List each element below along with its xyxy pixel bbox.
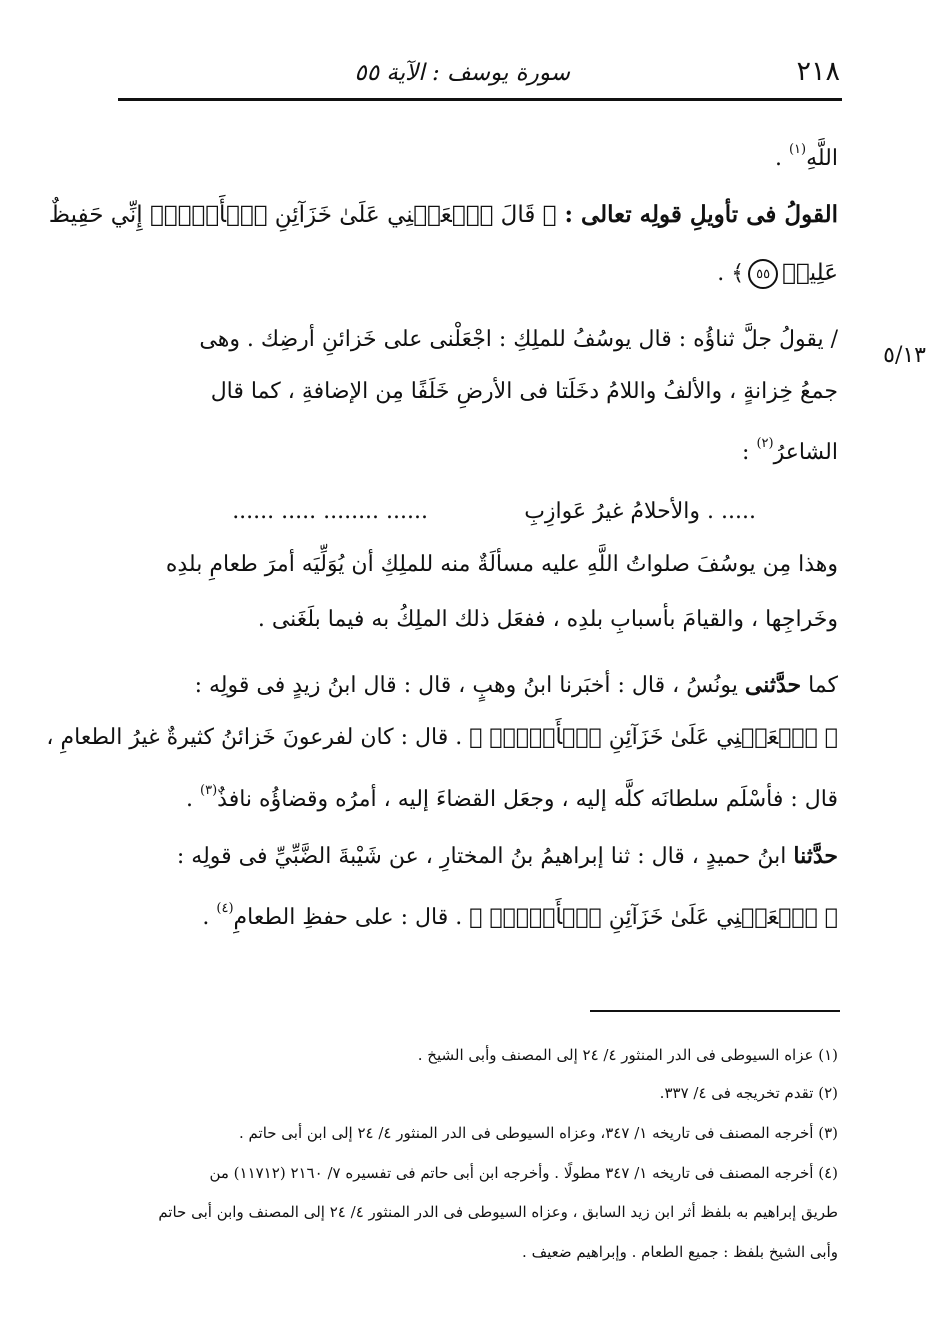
footnote: (١) عزاه السيوطى فى الدر المنثور ٤/ ٢٤ إلى المصنف وأبى الشيخ . — [417, 1046, 838, 1064]
text-line — [202, 889, 838, 938]
running-title: سورة يوسف : الآية ٥٥ — [354, 60, 570, 86]
text-fragment: . — [774, 146, 789, 171]
hadith-chain-label: حدَّثنى — [744, 672, 802, 698]
section-heading-continued — [717, 253, 838, 294]
text-fragment: قال : فأسْلَم سلطانَه كلَّه إليه ، وجعَل القضاءَ إليه ، أمرُه وقضاؤُه نافذٌ — [217, 787, 838, 812]
footnote-marker: (٢) — [756, 436, 774, 451]
text-line — [742, 424, 838, 473]
text-line — [195, 665, 838, 706]
text-fragment: اللَّهِ — [806, 146, 838, 171]
footnote-marker: (١) — [788, 142, 807, 157]
footnote-separator — [590, 1010, 840, 1012]
text-line: وهذا مِن يوسُفَ صلواتُ اللَّهِ عليه مسألَةٌ منه للملِكِ أن يُوَلِّيَه أمرَ طعامِ بلدِه — [165, 552, 838, 577]
footnote: (٢) تقدم تخريجه فى ٤/ ٣٣٧. — [659, 1084, 838, 1102]
poetry-hemistich: ..... . والأحلامُ غيرُ عَوازِبِ — [524, 499, 756, 524]
text-line — [186, 771, 838, 820]
quran-close: ﴾ . — [717, 261, 745, 286]
header-rule — [118, 98, 842, 101]
footnote-marker: (٣) — [200, 783, 218, 798]
text-line — [775, 130, 838, 179]
page-number: ٢١٨ — [796, 56, 840, 87]
text-fragment: . — [186, 787, 201, 812]
text-line: ﴿ ٱجۡعَلۡنِي عَلَىٰ خَزَآئِنِ ٱلۡأَرۡضِۖ ﴾ . قال : كان لفرعونَ خَزائنُ كثيرةٌ غيرُ الطعامِ ، — [46, 725, 838, 750]
text-line: / يقولُ جلَّ ثناؤُه : قال يوسُفُ للملِكِ : اجْعَلْنى على خَزائنِ أرضِك . وهى — [199, 327, 838, 352]
footnote-marker: (٤) — [216, 901, 234, 916]
text-line — [177, 836, 838, 877]
heading-label: القولُ فى تأويلِ قولِه تعالى : — [556, 201, 838, 228]
footnote-continued: وأبى الشيخ بلفظ : جميع الطعام . وإبراهيم ضعيف . — [522, 1243, 838, 1261]
footnote: (٣) أخرجه المصنف فى تاريخه ١/ ٣٤٧، وعزاه السيوطى فى الدر المنثور ٤/ ٢٤ إلى ابن أبى حاتم . — [239, 1124, 838, 1142]
text-fragment: الشاعرُ — [773, 440, 838, 465]
text-fragment: ﴿ ٱجۡعَلۡنِي عَلَىٰ خَزَآئِنِ ٱلۡأَرۡضِۖ ﴾ . قال : على حفظِ الطعامِ — [233, 905, 838, 930]
text-line: وخَراجِها ، والقيامَ بأسبابِ بلدِه ، ففعَل ذلك الملِكُ به فيما بلَغَنى . — [257, 607, 838, 632]
text-fragment: : — [742, 440, 757, 465]
quran-verse: ﴿ قَالَ ٱجۡعَلۡنِي عَلَىٰ خَزَآئِنِ ٱلۡأَرۡضِۖ إِنِّي حَفِيظٌ — [48, 202, 557, 228]
text-fragment: ابنُ حميدٍ ، قال : ثنا إبراهيمُ بنُ المختارِ ، عن شَيْبةَ الضَّبِّيِّ فى قولِه : — [176, 844, 794, 869]
text-fragment: كما — [801, 673, 838, 698]
poetry-hemistich: ...... ........ ..... ...... — [232, 499, 428, 524]
footnote-continued: طريق إبراهيم به بلفظ أثر ابن زيد السابق ، وعزاه السيوطى فى الدر المنثور ٤/ ٢٤ إلى المصنف وابن أبى حاتم — [158, 1203, 838, 1221]
verse-number-badge: ٥٥ — [748, 259, 778, 289]
footnote: (٤) أخرجه المصنف فى تاريخه ١/ ٣٤٧ مطولًا . وأخرجه ابن أبى حاتم فى تفسيره ٧/ ٢١٦٠ (١١٧١٢) من — [209, 1164, 838, 1182]
quran-verse: عَلِيمٞ — [782, 260, 838, 286]
text-fragment: . — [202, 905, 217, 930]
text-fragment: يونُسُ ، قال : أخبَرنا ابنُ وهبٍ ، قال : قال ابنُ زيدٍ فى قولِه : — [194, 673, 745, 698]
page-header — [118, 48, 840, 98]
section-heading — [49, 195, 838, 235]
margin-reference: ٥/١٣ — [883, 343, 926, 368]
text-line: جمعُ خِزانةٍ ، والألفُ واللامُ دخَلَتا فى الأرضِ خَلَفًا مِن الإضافةِ ، كما قال — [210, 379, 838, 404]
hadith-chain-label: حدَّثنا — [793, 843, 838, 869]
